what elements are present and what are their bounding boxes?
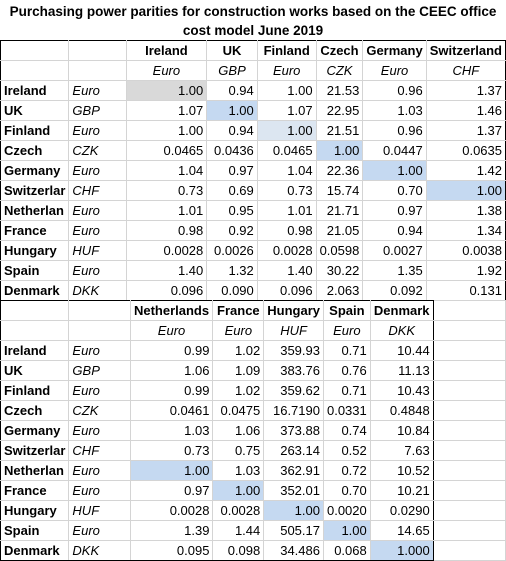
table-row — [1, 81, 506, 101]
row-currency[interactable]: Euro — [69, 81, 126, 101]
row-country[interactable]: Czech — [1, 141, 69, 161]
value-cell[interactable]: 1.44 — [213, 521, 264, 541]
value-cell[interactable]: 1.01 — [126, 201, 207, 221]
table-row — [1, 521, 506, 541]
value-cell[interactable]: 359.62 — [264, 381, 324, 401]
title-line-1: Purchasing power parities for construction works based on the CEEC office — [9, 4, 497, 19]
row-country[interactable]: UK — [1, 101, 69, 121]
table-row — [1, 101, 506, 121]
title-line-2: cost model June 2019 — [182, 23, 324, 38]
column-header[interactable]: Netherlands — [130, 301, 213, 321]
column-currency[interactable]: GBP — [207, 61, 258, 81]
row-currency[interactable]: CZK — [69, 401, 130, 421]
row-country[interactable]: Denmark — [1, 541, 69, 561]
empty-cell — [433, 481, 505, 501]
value-cell[interactable]: 22.36 — [316, 161, 363, 181]
value-cell[interactable]: 0.096 — [126, 281, 207, 301]
value-cell[interactable]: 359.93 — [264, 341, 324, 361]
table-row — [1, 401, 506, 421]
value-cell[interactable]: 0.99 — [130, 381, 213, 401]
column-currency[interactable]: DKK — [370, 321, 433, 341]
table-row — [1, 161, 506, 181]
value-cell[interactable]: 0.94 — [207, 121, 258, 141]
ppp-table-1 — [0, 40, 506, 301]
value-cell[interactable]: 1.07 — [126, 101, 207, 121]
column-header[interactable]: UK — [207, 41, 258, 61]
table-row — [1, 181, 506, 201]
value-cell[interactable]: 0.74 — [323, 421, 370, 441]
row-country[interactable]: Denmark — [1, 281, 69, 301]
value-cell[interactable]: 1.35 — [363, 261, 426, 281]
row-country[interactable]: France — [1, 221, 69, 241]
row-country[interactable]: Ireland — [1, 341, 69, 361]
value-cell[interactable]: 1.07 — [257, 101, 316, 121]
value-cell[interactable]: 0.0461 — [130, 401, 213, 421]
row-currency[interactable]: GBP — [69, 101, 126, 121]
value-cell[interactable]: 0.73 — [130, 441, 213, 461]
value-cell[interactable]: 1.37 — [426, 121, 505, 141]
value-cell[interactable]: 10.21 — [370, 481, 433, 501]
column-currency[interactable]: Euro — [213, 321, 264, 341]
value-cell[interactable]: 0.0028 — [213, 501, 264, 521]
value-cell[interactable]: 0.0635 — [426, 141, 505, 161]
value-cell[interactable]: 0.090 — [207, 281, 258, 301]
empty-cell — [433, 341, 505, 361]
column-header[interactable]: Hungary — [264, 301, 324, 321]
empty-cell — [433, 321, 505, 341]
value-cell[interactable]: 11.13 — [370, 361, 433, 381]
value-cell[interactable]: 1.000 — [370, 541, 433, 561]
row-country[interactable]: Spain — [1, 521, 69, 541]
corner-cell — [69, 41, 126, 61]
value-cell[interactable]: 263.14 — [264, 441, 324, 461]
table-row — [1, 421, 506, 441]
value-cell[interactable]: 1.34 — [426, 221, 505, 241]
table-row — [1, 341, 506, 361]
column-currency[interactable]: CHF — [426, 61, 505, 81]
header-row — [1, 41, 506, 61]
value-cell[interactable]: 1.40 — [126, 261, 207, 281]
value-cell[interactable]: 0.97 — [363, 201, 426, 221]
empty-cell — [433, 361, 505, 381]
table-row — [1, 121, 506, 141]
table-row — [1, 541, 506, 561]
value-cell[interactable]: 15.74 — [316, 181, 363, 201]
empty-cell — [433, 441, 505, 461]
value-cell[interactable]: 1.00 — [257, 121, 316, 141]
table-row — [1, 141, 506, 161]
row-currency[interactable]: Euro — [69, 341, 130, 361]
value-cell[interactable]: 0.98 — [126, 221, 207, 241]
value-cell[interactable]: 1.04 — [126, 161, 207, 181]
value-cell[interactable]: 0.76 — [323, 361, 370, 381]
value-cell[interactable]: 0.0028 — [126, 241, 207, 261]
value-cell[interactable]: 383.76 — [264, 361, 324, 381]
row-currency[interactable]: Euro — [69, 381, 130, 401]
currency-row — [1, 321, 506, 341]
table-row — [1, 481, 506, 501]
value-cell[interactable]: 0.0020 — [323, 501, 370, 521]
currency-row — [1, 61, 506, 81]
empty-cell — [433, 501, 505, 521]
row-currency[interactable]: HUF — [69, 501, 130, 521]
row-country[interactable]: UK — [1, 361, 69, 381]
value-cell[interactable]: 0.96 — [363, 81, 426, 101]
value-cell[interactable]: 0.70 — [323, 481, 370, 501]
value-cell[interactable]: 0.75 — [213, 441, 264, 461]
value-cell[interactable]: 0.72 — [323, 461, 370, 481]
value-cell[interactable]: 1.03 — [130, 421, 213, 441]
value-cell[interactable]: 0.095 — [130, 541, 213, 561]
value-cell[interactable]: 1.03 — [213, 461, 264, 481]
row-currency[interactable]: DKK — [69, 541, 130, 561]
value-cell[interactable]: 0.0436 — [207, 141, 258, 161]
row-country[interactable]: Finland — [1, 381, 69, 401]
value-cell[interactable]: 1.00 — [207, 101, 258, 121]
value-cell[interactable]: 21.53 — [316, 81, 363, 101]
value-cell[interactable]: 0.73 — [126, 181, 207, 201]
table-row — [1, 241, 506, 261]
row-country[interactable]: Switzerlar — [1, 181, 69, 201]
row-country[interactable]: Finland — [1, 121, 69, 141]
table-row — [1, 221, 506, 241]
value-cell[interactable]: 0.95 — [207, 201, 258, 221]
sheet-title — [0, 0, 506, 40]
value-cell[interactable]: 34.486 — [264, 541, 324, 561]
value-cell[interactable]: 16.7190 — [264, 401, 324, 421]
row-country[interactable]: Netherlan — [1, 201, 69, 221]
row-country[interactable]: Hungary — [1, 241, 69, 261]
column-currency[interactable]: CZK — [316, 61, 363, 81]
row-currency[interactable]: Euro — [69, 221, 126, 241]
ppp-table-2 — [0, 300, 506, 561]
table-row — [1, 381, 506, 401]
value-cell[interactable]: 0.0465 — [257, 141, 316, 161]
row-currency[interactable]: CHF — [69, 441, 130, 461]
corner-cell — [1, 41, 69, 61]
column-header[interactable]: Germany — [363, 41, 426, 61]
column-currency[interactable]: HUF — [264, 321, 324, 341]
header-row — [1, 301, 506, 321]
column-currency[interactable]: Euro — [130, 321, 213, 341]
empty-cell — [433, 461, 505, 481]
value-cell[interactable]: 0.96 — [363, 121, 426, 141]
value-cell[interactable]: 0.0598 — [316, 241, 363, 261]
value-cell[interactable]: 10.84 — [370, 421, 433, 441]
value-cell[interactable]: 1.04 — [257, 161, 316, 181]
column-header[interactable]: France — [213, 301, 264, 321]
row-currency[interactable]: Euro — [69, 201, 126, 221]
value-cell[interactable]: 373.88 — [264, 421, 324, 441]
value-cell[interactable]: 0.0038 — [426, 241, 505, 261]
empty-cell — [433, 541, 505, 561]
value-cell[interactable]: 0.0447 — [363, 141, 426, 161]
corner-cell — [1, 61, 69, 81]
column-header[interactable]: Ireland — [126, 41, 207, 61]
value-cell[interactable]: 10.52 — [370, 461, 433, 481]
value-cell[interactable]: 0.97 — [207, 161, 258, 181]
row-country[interactable]: Hungary — [1, 501, 69, 521]
column-header[interactable]: Switzerland — [426, 41, 505, 61]
value-cell[interactable]: 1.40 — [257, 261, 316, 281]
row-country[interactable]: Switzerlar — [1, 441, 69, 461]
row-currency[interactable]: Euro — [69, 481, 130, 501]
column-currency[interactable]: Euro — [126, 61, 207, 81]
column-currency[interactable]: Euro — [257, 61, 316, 81]
value-cell[interactable]: 0.098 — [213, 541, 264, 561]
row-currency[interactable]: GBP — [69, 361, 130, 381]
corner-cell — [69, 321, 130, 341]
value-cell[interactable]: 0.0331 — [323, 401, 370, 421]
value-cell[interactable]: 14.65 — [370, 521, 433, 541]
value-cell[interactable]: 0.0027 — [363, 241, 426, 261]
row-country[interactable]: Netherlan — [1, 461, 69, 481]
value-cell[interactable]: 1.39 — [130, 521, 213, 541]
table-row — [1, 261, 506, 281]
table-row — [1, 281, 506, 301]
value-cell[interactable]: 1.00 — [363, 161, 426, 181]
row-country[interactable]: France — [1, 481, 69, 501]
value-cell[interactable]: 10.44 — [370, 341, 433, 361]
row-currency[interactable]: Euro — [69, 261, 126, 281]
value-cell[interactable]: 21.71 — [316, 201, 363, 221]
value-cell[interactable]: 0.98 — [257, 221, 316, 241]
corner-cell — [1, 301, 69, 321]
table-row — [1, 441, 506, 461]
value-cell[interactable]: 0.73 — [257, 181, 316, 201]
value-cell[interactable]: 1.38 — [426, 201, 505, 221]
row-currency[interactable]: Euro — [69, 521, 130, 541]
value-cell[interactable]: 0.0026 — [207, 241, 258, 261]
value-cell[interactable]: 1.00 — [126, 121, 207, 141]
row-currency[interactable]: Euro — [69, 421, 130, 441]
value-cell[interactable]: 0.092 — [363, 281, 426, 301]
table-row — [1, 461, 506, 481]
column-header[interactable]: Finland — [257, 41, 316, 61]
value-cell[interactable]: 0.068 — [323, 541, 370, 561]
empty-cell — [433, 381, 505, 401]
value-cell[interactable]: 1.00 — [426, 181, 505, 201]
column-header[interactable]: Denmark — [370, 301, 433, 321]
value-cell[interactable]: 0.69 — [207, 181, 258, 201]
row-country[interactable]: Germany — [1, 161, 69, 181]
column-currency[interactable]: Euro — [363, 61, 426, 81]
empty-cell — [433, 401, 505, 421]
corner-cell — [69, 61, 126, 81]
value-cell[interactable]: 1.06 — [213, 421, 264, 441]
value-cell[interactable]: 1.03 — [363, 101, 426, 121]
value-cell[interactable]: 22.95 — [316, 101, 363, 121]
value-cell[interactable]: 1.37 — [426, 81, 505, 101]
row-currency[interactable]: DKK — [69, 281, 126, 301]
value-cell[interactable]: 362.91 — [264, 461, 324, 481]
value-cell[interactable]: 0.99 — [130, 341, 213, 361]
value-cell[interactable]: 21.51 — [316, 121, 363, 141]
value-cell[interactable]: 1.09 — [213, 361, 264, 381]
row-currency[interactable]: Euro — [69, 461, 130, 481]
value-cell[interactable]: 2.063 — [316, 281, 363, 301]
value-cell[interactable]: 1.42 — [426, 161, 505, 181]
value-cell[interactable]: 1.92 — [426, 261, 505, 281]
value-cell[interactable]: 1.00 — [213, 481, 264, 501]
value-cell[interactable]: 1.02 — [213, 341, 264, 361]
value-cell[interactable]: 1.01 — [257, 201, 316, 221]
table-row — [1, 361, 506, 381]
value-cell[interactable]: 0.52 — [323, 441, 370, 461]
value-cell[interactable]: 0.131 — [426, 281, 505, 301]
row-currency[interactable]: HUF — [69, 241, 126, 261]
value-cell[interactable]: 1.06 — [130, 361, 213, 381]
table-row — [1, 201, 506, 221]
value-cell[interactable]: 1.32 — [207, 261, 258, 281]
value-cell[interactable]: 0.4848 — [370, 401, 433, 421]
empty-cell — [433, 301, 505, 321]
column-currency[interactable]: Euro — [323, 321, 370, 341]
value-cell[interactable]: 0.0028 — [257, 241, 316, 261]
value-cell[interactable]: 10.43 — [370, 381, 433, 401]
value-cell[interactable]: 1.46 — [426, 101, 505, 121]
value-cell[interactable]: 0.0465 — [126, 141, 207, 161]
value-cell[interactable]: 30.22 — [316, 261, 363, 281]
value-cell[interactable]: 1.00 — [257, 81, 316, 101]
value-cell[interactable]: 0.92 — [207, 221, 258, 241]
value-cell[interactable]: 1.00 — [264, 501, 324, 521]
value-cell[interactable]: 7.63 — [370, 441, 433, 461]
row-country[interactable]: Germany — [1, 421, 69, 441]
value-cell[interactable]: 1.00 — [130, 461, 213, 481]
value-cell[interactable]: 0.94 — [363, 221, 426, 241]
value-cell[interactable]: 1.00 — [126, 81, 207, 101]
value-cell[interactable]: 0.096 — [257, 281, 316, 301]
column-header[interactable]: Spain — [323, 301, 370, 321]
value-cell[interactable]: 0.0290 — [370, 501, 433, 521]
value-cell[interactable]: 0.0475 — [213, 401, 264, 421]
value-cell[interactable]: 0.71 — [323, 341, 370, 361]
value-cell[interactable]: 0.0028 — [130, 501, 213, 521]
row-currency[interactable]: CHF — [69, 181, 126, 201]
value-cell[interactable]: 0.71 — [323, 381, 370, 401]
row-country[interactable]: Spain — [1, 261, 69, 281]
row-country[interactable]: Czech — [1, 401, 69, 421]
table-row — [1, 501, 506, 521]
value-cell[interactable]: 505.17 — [264, 521, 324, 541]
value-cell[interactable]: 21.05 — [316, 221, 363, 241]
row-currency[interactable]: Euro — [69, 161, 126, 181]
value-cell[interactable]: 0.70 — [363, 181, 426, 201]
empty-cell — [433, 421, 505, 441]
value-cell[interactable]: 1.02 — [213, 381, 264, 401]
row-currency[interactable]: CZK — [69, 141, 126, 161]
value-cell[interactable]: 0.97 — [130, 481, 213, 501]
row-country[interactable]: Ireland — [1, 81, 69, 101]
empty-cell — [433, 521, 505, 541]
row-currency[interactable]: Euro — [69, 121, 126, 141]
corner-cell — [69, 301, 130, 321]
value-cell[interactable]: 1.00 — [323, 521, 370, 541]
corner-cell — [1, 321, 69, 341]
value-cell[interactable]: 1.00 — [316, 141, 363, 161]
value-cell[interactable]: 352.01 — [264, 481, 324, 501]
column-header[interactable]: Czech — [316, 41, 363, 61]
value-cell[interactable]: 0.94 — [207, 81, 258, 101]
